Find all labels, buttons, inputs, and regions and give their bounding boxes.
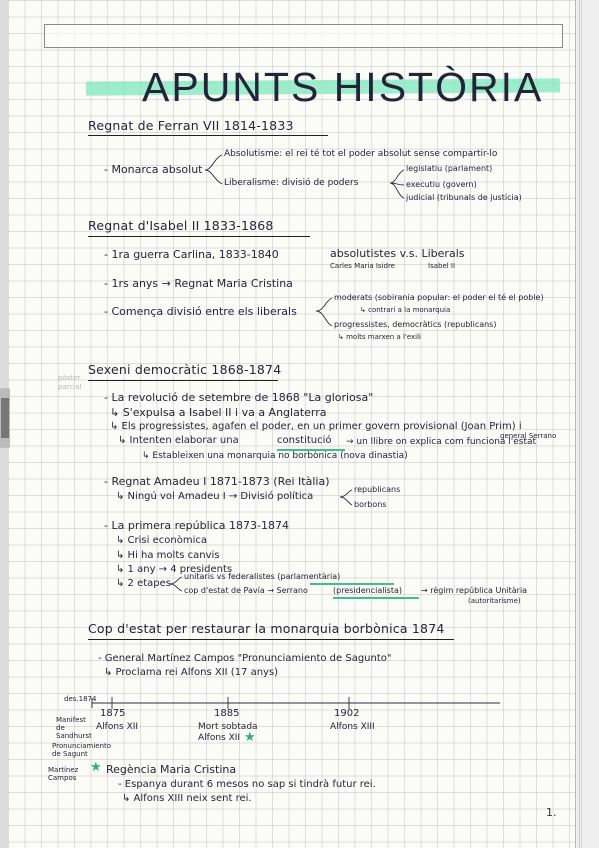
note-estableixen: ↳ Estableixen una monarquia no borbònica (nova dinastia) <box>142 451 408 461</box>
heading-underline <box>88 380 278 381</box>
note-llibre-estat: → un llibre on explica com funciona l'estat <box>346 437 537 447</box>
timeline-martinez-campos: Martínez Campos <box>48 766 79 782</box>
note-regim-unitaria: → règim república Unitària <box>421 586 528 595</box>
timeline-year-1885: 1885 <box>214 708 240 719</box>
note-regencia: Regència Maria Cristina <box>106 763 237 776</box>
margin-note: pòster parcial <box>58 374 82 391</box>
note-ningu-vol-amadeu: ↳ Ningú vol Amadeu I → Divisió política <box>116 491 314 502</box>
note-exili: ↳ molts marxen a l'exili <box>338 333 421 341</box>
timeline-label-alfons-xiii: Alfons XIII <box>330 722 375 732</box>
note-judicial: judicial (tribunals de justícia) <box>406 193 522 202</box>
note-contrari-monarquia: ↳ contrari a la monarquia <box>360 306 451 314</box>
timeline-label-mort-sobtada: Mort sobtada Alfons XII <box>198 722 258 743</box>
note-republicans: republicans <box>354 485 401 494</box>
note-espanya-mesos: - Espanya durant 6 mesos no sap si tindrà futur rei. <box>118 779 376 790</box>
note-moderats: moderats (sobirania popular: el poder el té el poble) <box>334 293 544 302</box>
note-absolutistes-liberals: absolutistes v.s. Liberals <box>330 247 465 260</box>
heading-underline <box>88 236 310 237</box>
timeline-year-1875: 1875 <box>100 708 126 719</box>
note-constitucio: constitució <box>277 435 332 446</box>
note-monarca-absolut: - Monarca absolut <box>104 163 203 176</box>
note-general-serrano: general Serrano <box>500 432 557 440</box>
note-legislatiu: legislatiu (parlament) <box>406 164 493 173</box>
heading-underline <box>88 135 328 136</box>
note-carles-maria-isidre: Carles Maria Isidre <box>330 262 395 270</box>
timeline-year-1902: 1902 <box>334 708 360 719</box>
page-title: APUNTS HISTÒRIA <box>142 64 544 110</box>
note-absolutisme: Absolutisme: el rei té tot el poder absolut sense compartir-lo <box>224 149 498 159</box>
section-heading-ferran: Regnat de Ferran VII 1814-1833 <box>88 118 294 133</box>
note-proclama-alfons: ↳ Proclama rei Alfons XII (17 anys) <box>104 667 279 678</box>
page-number: 1. <box>546 806 557 819</box>
note-crisi: ↳ Crisi econòmica <box>116 535 207 546</box>
note-guerra-carlina: - 1ra guerra Carlina, 1833-1840 <box>104 248 279 261</box>
note-presidencialista: (presidencialista) <box>333 586 402 595</box>
note-comenca-divisio: - Comença divisió entre els liberals <box>104 305 297 318</box>
note-autoritarisme: (autoritarisme) <box>468 597 521 605</box>
note-primers-anys: - 1rs anys → Regnat Maria Cristina <box>104 277 293 290</box>
note-martinez-campos: - General Martínez Campos "Pronunciamiento de Sagunto" <box>98 653 392 664</box>
parlamentaria-underline <box>310 583 394 585</box>
note-canvis: ↳ Hi ha molts canvis <box>116 550 220 561</box>
section-heading-sexeni: Sexeni democràtic 1868-1874 <box>88 362 282 377</box>
note-etapes: ↳ 2 etapes <box>116 578 172 589</box>
timeline-label-alfons-xii: Alfons XII <box>96 722 139 732</box>
note-primera-republica: - La primera república 1873-1874 <box>104 519 289 532</box>
note-expulsa: ↳ S'expulsa a Isabel II i va a Anglaterra <box>110 406 327 419</box>
star-icon: ★ <box>90 760 102 775</box>
note-executiu: executiu (govern) <box>406 180 477 189</box>
timeline-manifest-sandhurst: Manifest de Sandhurst <box>56 716 92 740</box>
note-borbons: borbons <box>354 500 387 509</box>
heading-underline <box>88 639 454 640</box>
section-heading-cop-estat: Cop d'estat per restaurar la monarquia borbònica 1874 <box>88 621 445 636</box>
presidencialista-underline <box>333 597 419 599</box>
note-intenten: ↳ Intenten elaborar una <box>118 435 239 446</box>
note-revolucio: - La revolució de setembre de 1868 "La gloriosa" <box>104 391 374 404</box>
note-isabel-ii: Isabel II <box>428 262 456 270</box>
note-alfons-xiii-neix: ↳ Alfons XIII neix sent rei. <box>122 793 252 804</box>
note-progressistes-govern: ↳ Els progressistes, agafen el poder, en un primer govern provisional (Joan Prim) i <box>110 421 522 432</box>
note-presidents: ↳ 1 any → 4 presidents <box>116 564 233 575</box>
timeline-pronunciamiento: Pronunciamiento de Sagunt <box>52 742 112 758</box>
note-unitaris-federalistes: unitaris vs federalistes (parlamentària) <box>184 572 341 581</box>
note-cop-pavia: cop d'estat de Pavía → Serrano <box>184 586 308 595</box>
section-heading-isabel: Regnat d'Isabel II 1833-1868 <box>88 218 274 233</box>
note-regnat-amadeu: - Regnat Amadeu I 1871-1873 (Rei Itàlia) <box>104 475 330 488</box>
timeline-start-label: des.1874 <box>64 695 97 703</box>
star-icon: ★ <box>244 730 256 745</box>
note-liberalisme: Liberalisme: divisió de poders <box>224 178 359 188</box>
note-progressistes: progressistes, democràtics (republicans) <box>334 320 497 329</box>
